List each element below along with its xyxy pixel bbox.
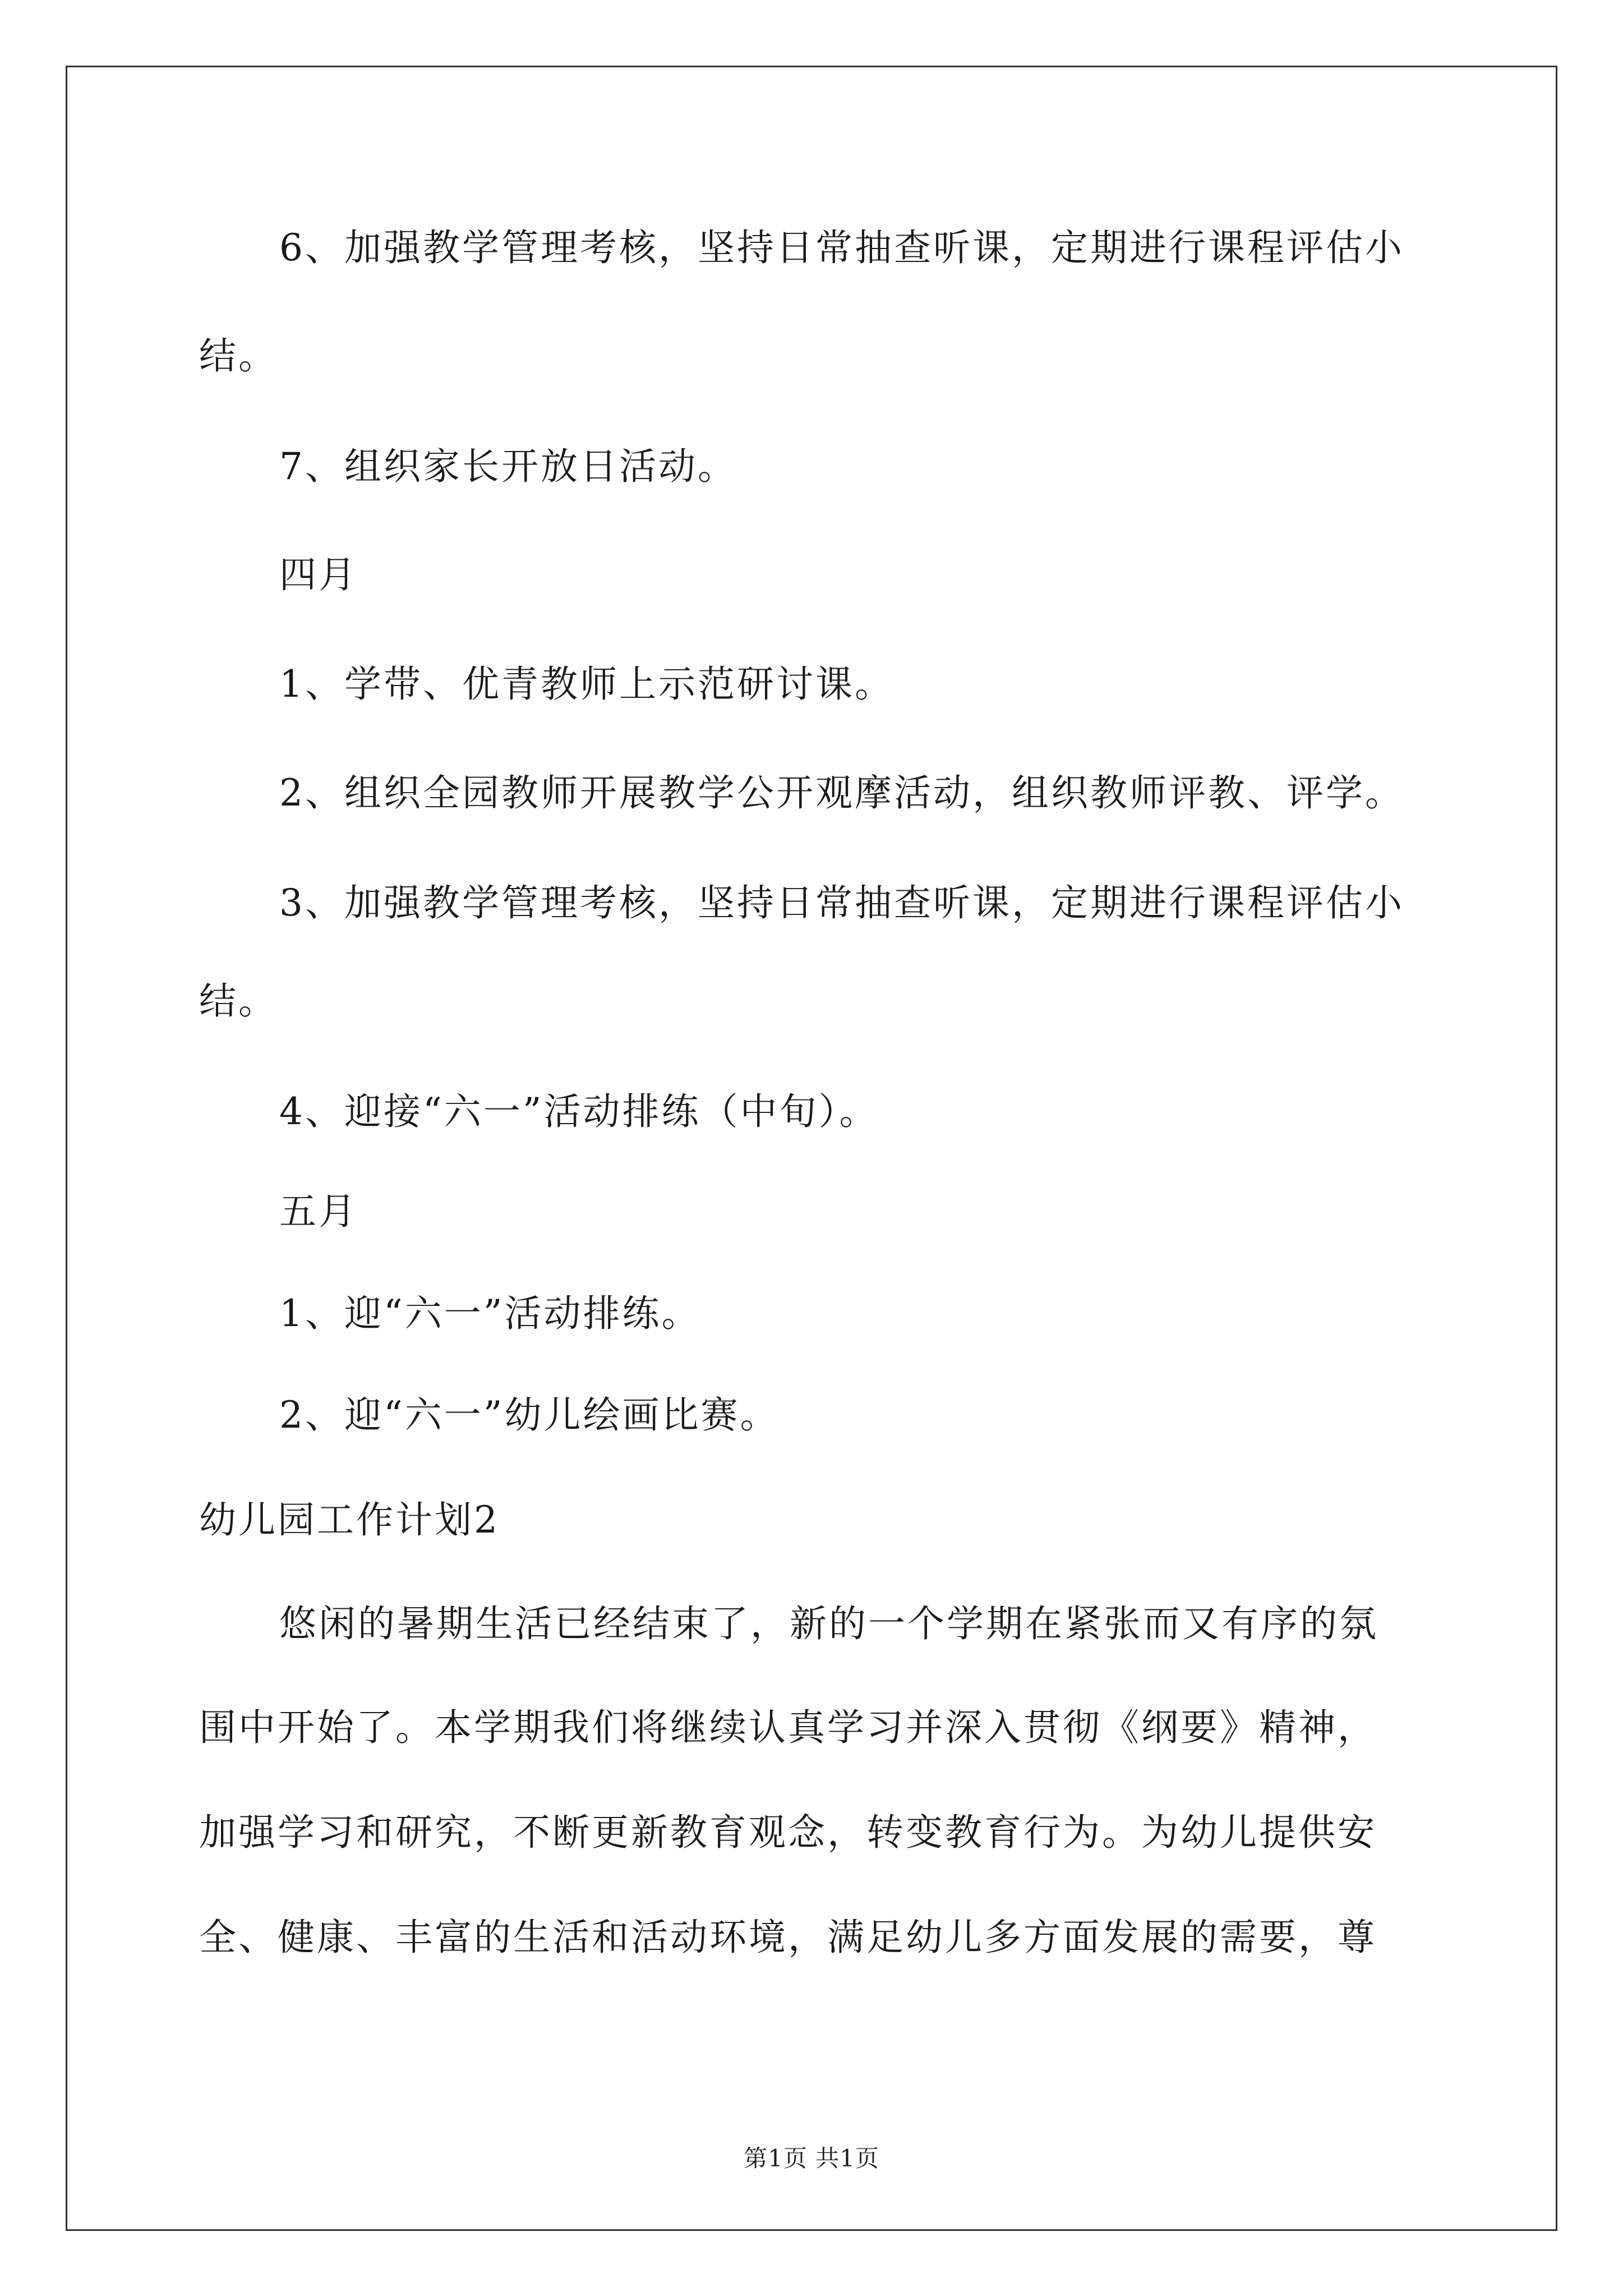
page-footer: 第1页 共1页 [744, 2145, 879, 2172]
paragraph-line: 7、组织家长开放日活动。 [279, 445, 737, 488]
paragraph-line: 结。 [199, 334, 278, 378]
paragraph-line: 2、迎“六一”幼儿绘画比赛。 [279, 1393, 780, 1437]
document-title: 幼儿园工作计划2 [199, 1498, 500, 1542]
paragraph-line: 6、加强教学管理考核，坚持日常抽查听课，定期进行课程评估小 [279, 226, 1404, 269]
paragraph-line: 3、加强教学管理考核，坚持日常抽查听课，定期进行课程评估小 [279, 881, 1404, 924]
paragraph-line: 围中开始了。本学期我们将继续认真学习并深入贯彻《纲要》精神， [199, 1706, 1377, 1749]
paragraph-line: 4、迎接“六一”活动排练（中旬）。 [279, 1090, 879, 1133]
paragraph-line: 全、健康、丰富的生活和活动环境，满足幼儿多方面发展的需要，尊 [199, 1916, 1377, 1959]
paragraph-line: 悠闲的暑期生活已经结束了，新的一个学期在紧张而又有序的氛 [279, 1602, 1378, 1645]
section-heading: 四月 [279, 553, 358, 596]
page-border [66, 66, 1557, 2231]
paragraph-line: 1、迎“六一”活动排练。 [279, 1292, 701, 1335]
paragraph-line: 加强学习和研究，不断更新教育观念，转变教育行为。为幼儿提供安 [199, 1811, 1377, 1854]
paragraph-line: 1、学带、优青教师上示范研讨课。 [279, 662, 894, 706]
paragraph-line: 2、组织全园教师开展教学公开观摩活动，组织教师评教、评学。 [279, 771, 1404, 815]
section-heading: 五月 [279, 1190, 358, 1233]
paragraph-line: 结。 [199, 979, 278, 1023]
